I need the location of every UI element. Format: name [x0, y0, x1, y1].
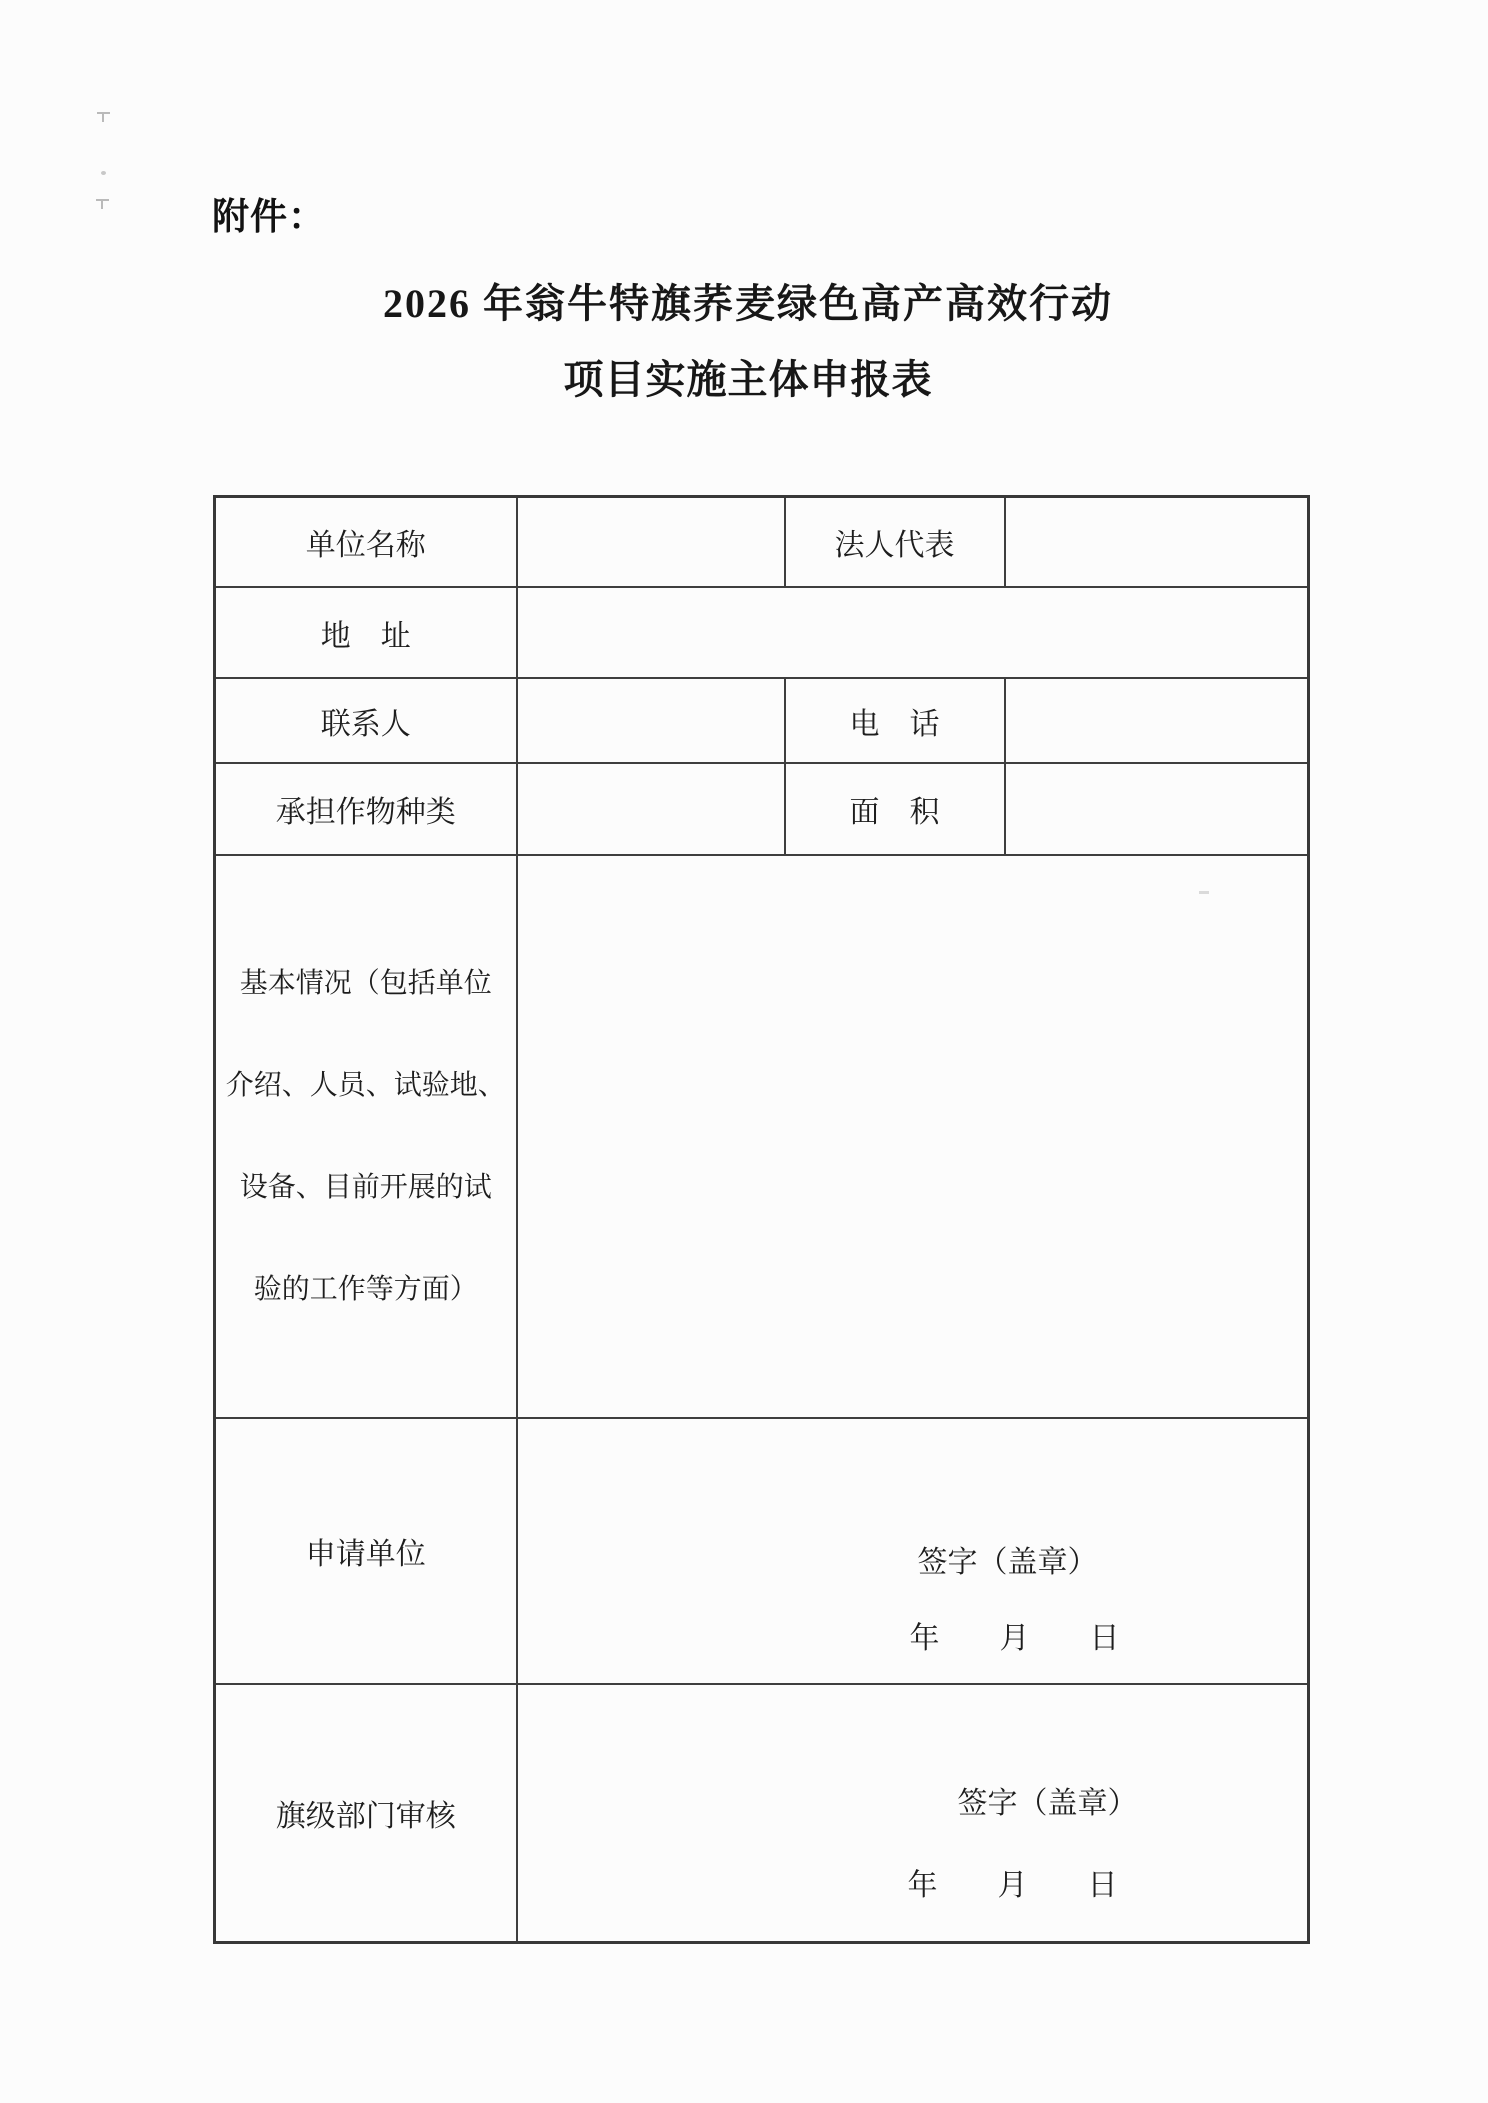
table-row	[215, 587, 1309, 678]
banner-department-review-label: 旗级部门审核	[215, 1684, 517, 1943]
signature-seal-label: 签字（盖章）	[957, 1787, 1138, 1820]
address-value-cell[interactable]	[517, 587, 1309, 678]
table-row	[215, 678, 1309, 763]
applicant-signature-block	[518, 1443, 1308, 1659]
basic-info-label-line: 验的工作等方面）	[253, 1273, 478, 1305]
crop-type-value-cell[interactable]	[517, 763, 785, 855]
unit-name-value-cell[interactable]	[517, 497, 785, 588]
legal-rep-label: 法人代表	[785, 497, 1005, 588]
document-title-line2: 项目实施主体申报表	[563, 357, 933, 402]
phone-value-cell[interactable]	[1005, 678, 1309, 763]
phone-label: 电 话	[785, 678, 1005, 763]
applicant-unit-label: 申请单位	[215, 1418, 517, 1684]
date-year-month-day-label: 年 月 日	[909, 1622, 1120, 1655]
scan-artifact	[97, 112, 110, 123]
attachment-label: 附件：	[212, 195, 326, 238]
scan-artifact	[96, 199, 109, 210]
contact-person-value-cell[interactable]	[517, 678, 785, 763]
signature-seal-label: 签字（盖章）	[917, 1546, 1098, 1579]
basic-info-label-line: 介绍、人员、试验地、	[225, 1069, 506, 1101]
application-form-table	[213, 495, 1310, 1944]
table-row	[215, 1418, 1309, 1684]
area-value-cell[interactable]	[1005, 763, 1309, 855]
basic-info-value-cell[interactable]	[517, 855, 1309, 1418]
basic-info-label-line: 基本情况（包括单位	[239, 967, 492, 999]
table-row	[215, 1684, 1309, 1943]
area-label: 面 积	[785, 763, 1005, 855]
review-signature-block	[518, 1720, 1308, 1906]
table-row	[215, 763, 1309, 855]
crop-type-label: 承担作物种类	[215, 763, 517, 855]
contact-person-label: 联系人	[215, 678, 517, 763]
applicant-signature-cell[interactable]	[517, 1418, 1309, 1684]
scan-artifact	[101, 171, 106, 175]
legal-rep-value-cell[interactable]	[1005, 497, 1309, 588]
basic-info-label-line: 设备、目前开展的试	[239, 1171, 492, 1203]
document-title-line1: 2026 年翁牛特旗荞麦绿色高产高效行动	[383, 281, 1113, 326]
address-label: 地 址	[215, 587, 517, 678]
table-row	[215, 855, 1309, 1418]
basic-info-label	[215, 855, 517, 1418]
unit-name-label: 单位名称	[215, 497, 517, 588]
date-year-month-day-label: 年 月 日	[907, 1869, 1118, 1902]
table-row	[215, 497, 1309, 588]
review-signature-cell[interactable]	[517, 1684, 1309, 1943]
